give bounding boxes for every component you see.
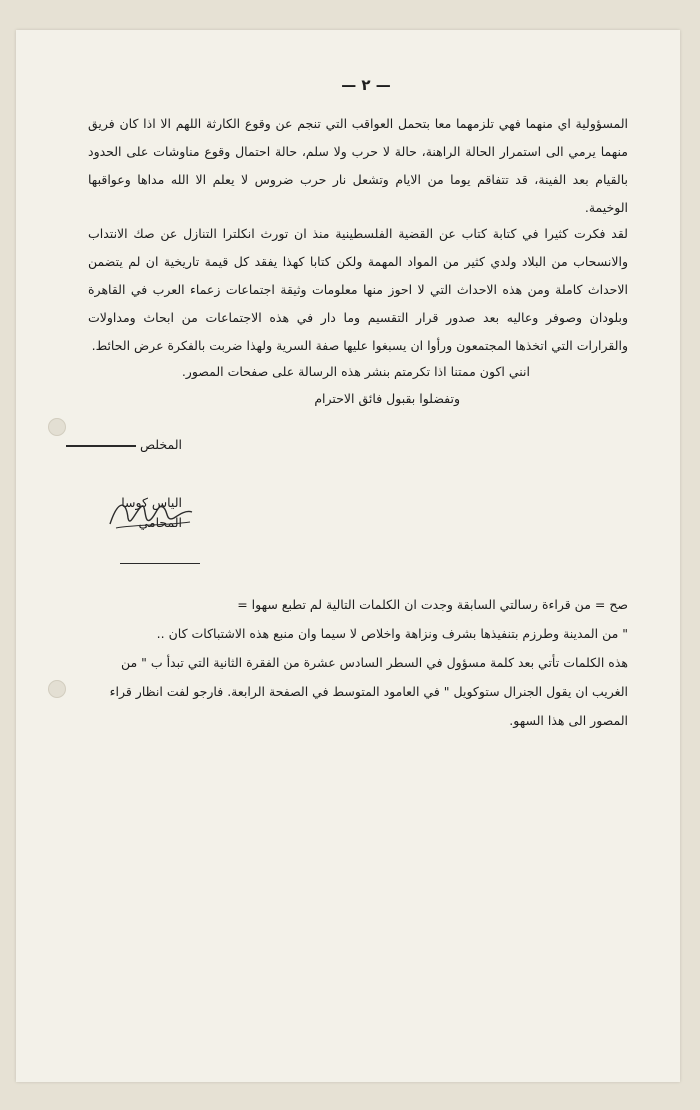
handwritten-signature <box>106 490 196 534</box>
signature-name: الياس كوسا <box>121 495 182 510</box>
paragraph-text: المسؤولية اي منهما فهي تلزمهما معا بتحمل العواقب التي تنجم عن وقوع الكارثة اللهم الا اذا كان فريق منهما يرمي الى استمرار الحالة الراهنة، حالة لا حرب ولا سلم، حالة احتمال وقوع مناوشات على الحدود بالقيام بعد الفينة، قد تتفاقم يوما من الايام وتشعل نار حرب ضروس لا يعلم الا الله مداها وعواقبها الوخيمة. <box>88 116 628 215</box>
closing-line-1: انني اكون ممتنا اذا تكرمتم بنشر هذه الرسالة على صفحات المصور. <box>181 364 530 379</box>
signature-title: المحامي <box>138 515 182 530</box>
paragraph-text: لقد فكرت كثيرا في كتابة كتاب عن القضية الفلسطينية منذ ان تورث انكلترا التنازل عن صك الانتداب والانسحاب من البلاد ولدي كثير من المواد المهمة ولكن كتابا كهذا يفقد كل قيمة تاريخية ان لم يتضمن الاحداث كاملة ومن هذه الاحداث التي لا احوز منها معلومات وثيقة اجتماعات زعماء العرب في القاهرة وبلودان وصوفر وعاليه بعد صدور قرار التقسيم وما دار في هذه الاجتماعات من ابحاث ومداولات والقرارات التي اتخذها المجتمعون ورأوا ان يسبغوا عليها صفة السرية ولهذا ضربت بالفكرة عرض الحائط. <box>88 226 628 353</box>
paper-sheet <box>16 30 680 1082</box>
closing-line-2: وتفضلوا بقبول فائق الاحترام <box>314 391 460 406</box>
letter-paragraph-1 <box>88 110 628 222</box>
page-number: — ٢ — <box>341 76 391 94</box>
postscript-line: " من المدينة وطرزم بتنفيذها بشرف ونزاهة واخلاص لا سيما وان منبع هذه الاشتباكات كان .. <box>156 626 628 641</box>
postscript-line: الغريب ان يقول الجنرال ستوكويل " في العامود المتوسط في الصفحة الرابعة. فارجو لفت انظار قراء <box>109 684 628 699</box>
postscript <box>38 590 628 735</box>
signature-salutation: المخلص <box>42 435 182 455</box>
postscript-line: المصور الى هذا السهو. <box>509 713 628 728</box>
postscript-line: هذه الكلمات تأتي بعد كلمة مسؤول في السطر السادس عشرة من الفقرة الثانية التي تبدأ ب " من <box>120 655 628 670</box>
title-underline <box>120 563 200 564</box>
letter-paragraph-2 <box>88 220 628 360</box>
postscript-line: صح = من قراءة رسالتي السابقة وجدت ان الكلمات التالية لم تطبع سهوا = <box>237 597 628 612</box>
punch-hole <box>48 418 66 436</box>
